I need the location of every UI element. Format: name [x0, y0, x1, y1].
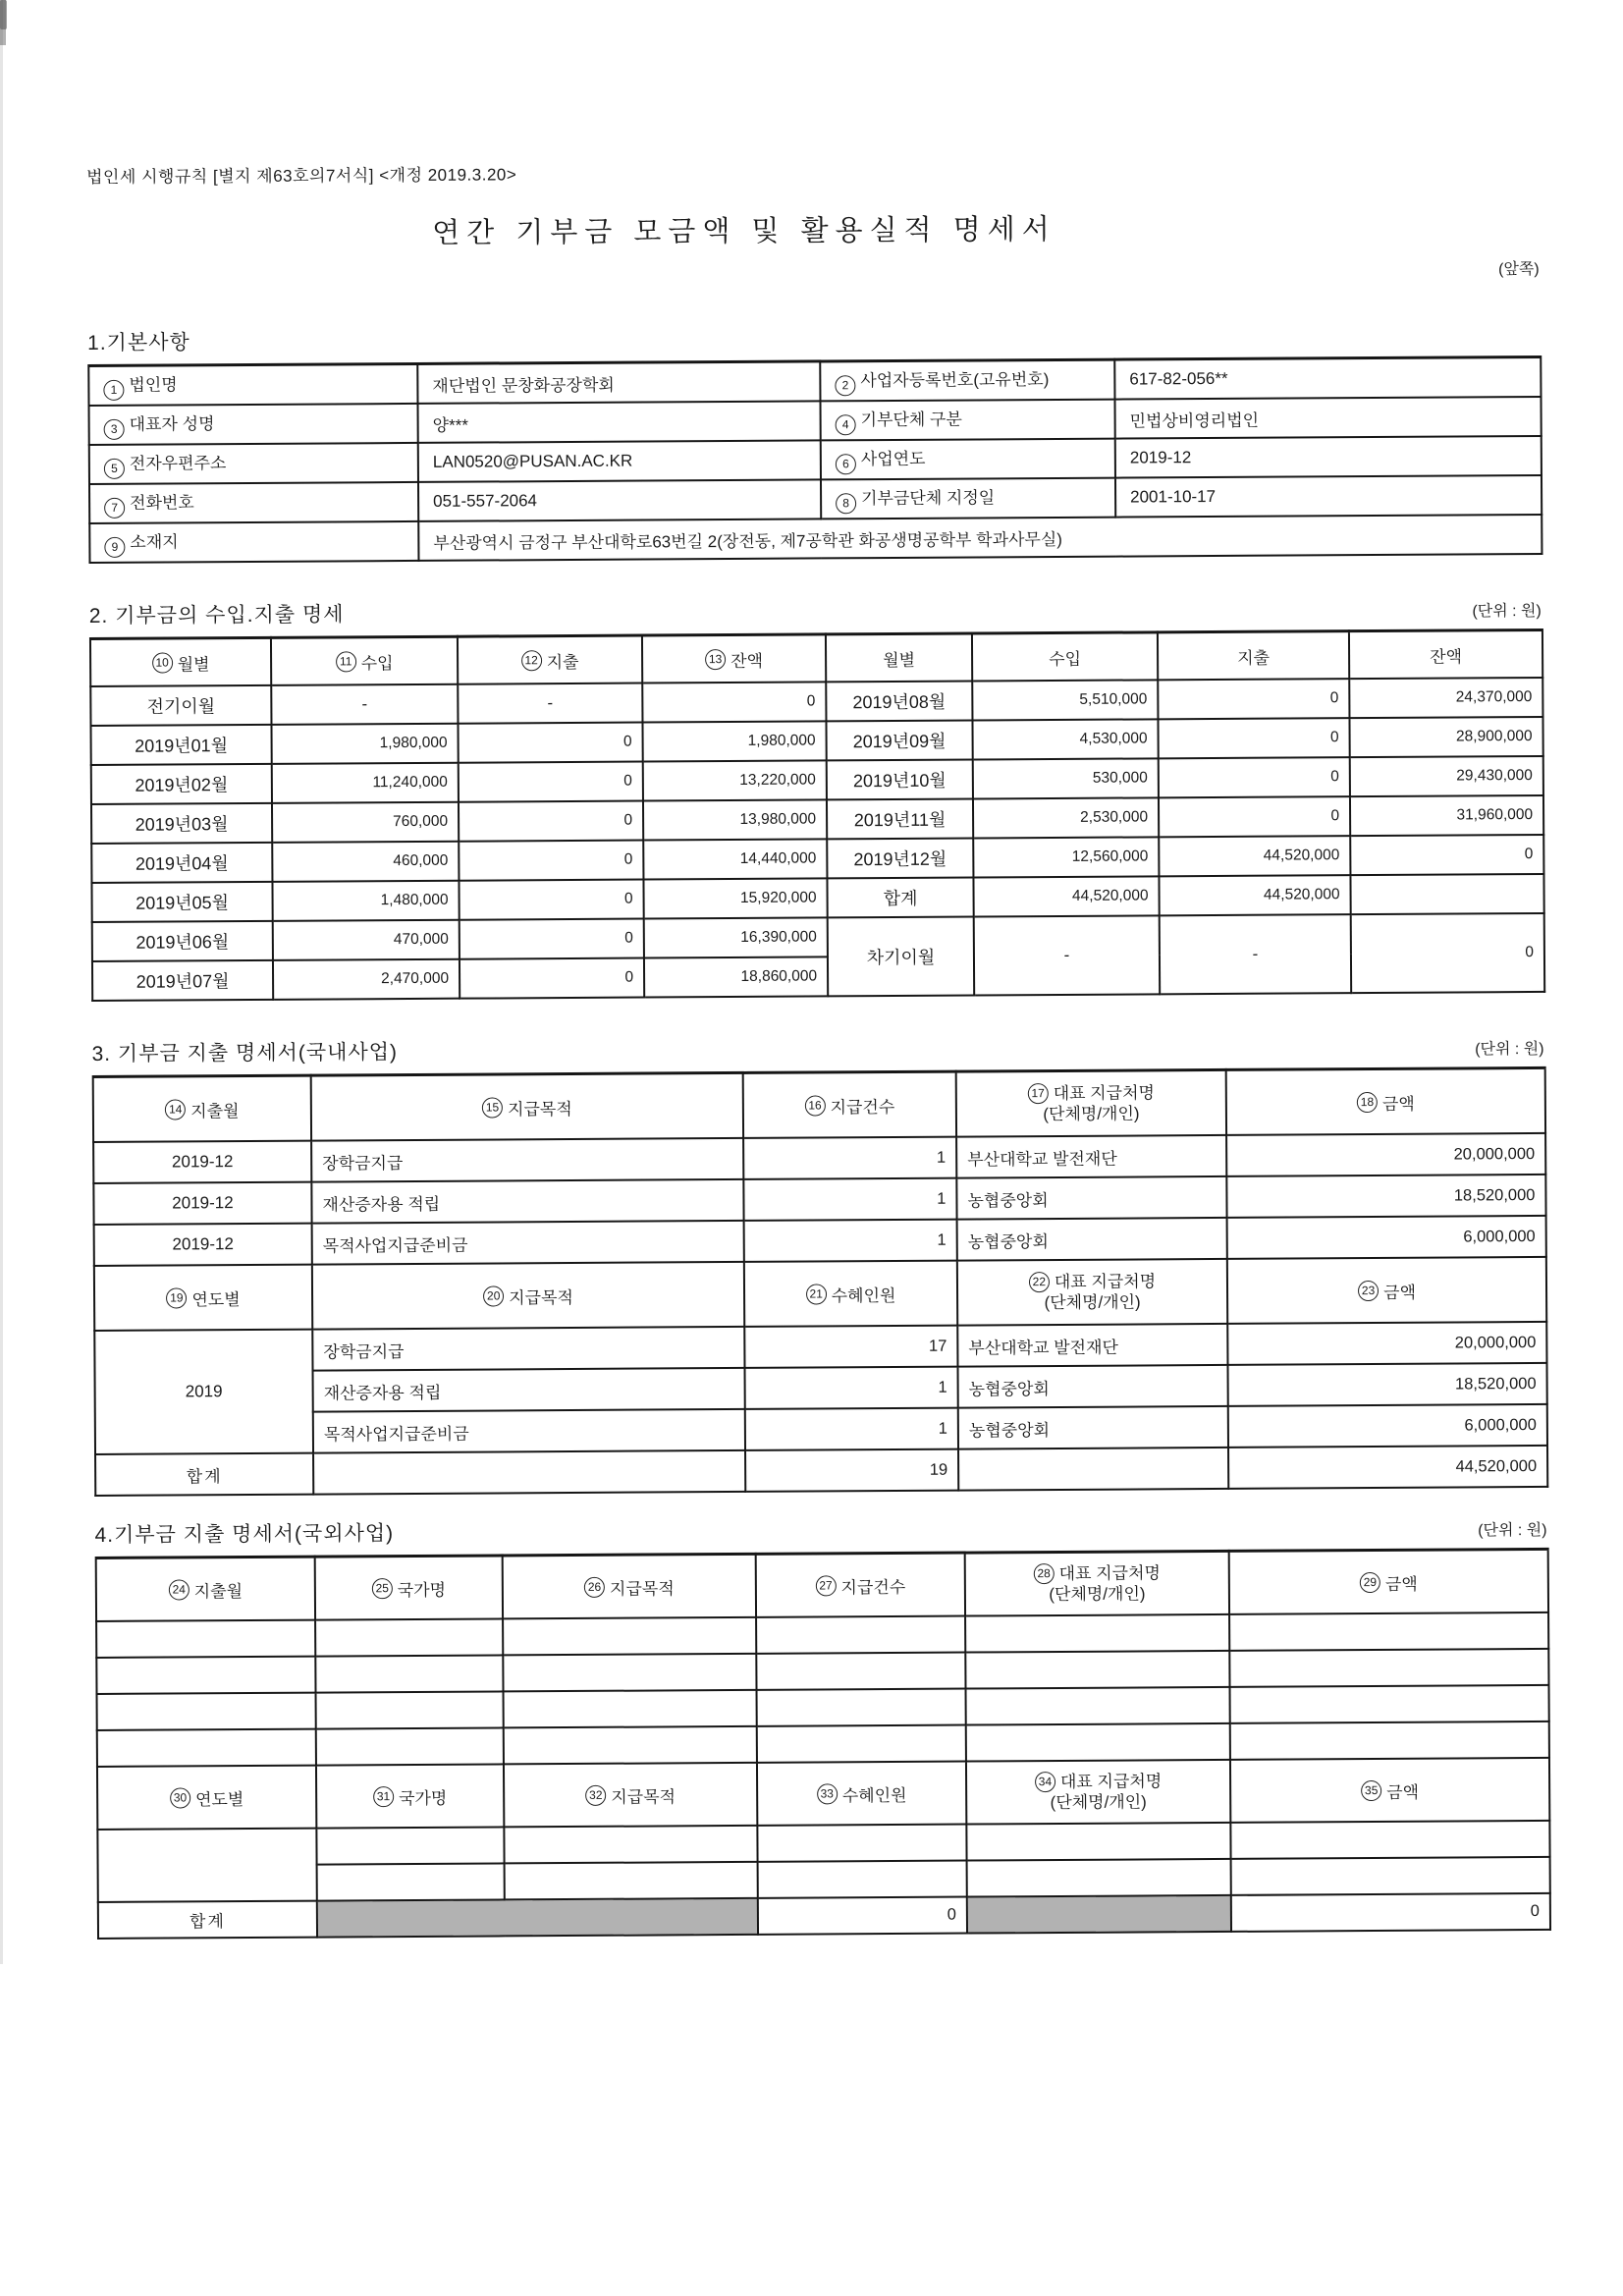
header-text: 지급목적	[509, 1287, 573, 1307]
cell-income: -	[974, 915, 1160, 995]
field-label-representative	[89, 404, 418, 445]
section-foreign-header	[94, 1492, 1546, 1549]
header-text: 지급목적	[611, 1786, 676, 1807]
foreign-expense-table	[95, 1548, 1551, 1940]
circled-number: 27	[815, 1575, 836, 1596]
circled-number: 34	[1035, 1772, 1055, 1792]
cell-expense: 44,520,000	[1159, 836, 1350, 876]
cell-expense: 0	[1158, 679, 1349, 719]
cell-expense: 0	[1158, 718, 1349, 758]
cell-month: 2019년11월	[827, 798, 973, 839]
cell-income: 5,510,000	[972, 680, 1158, 720]
table-header-row	[94, 1257, 1546, 1331]
label-text: 대표자 성명	[129, 414, 215, 434]
header-text: (단체명/개인)	[1044, 1292, 1141, 1313]
cell-empty	[1230, 1685, 1549, 1723]
cell-month: 2019년07월	[92, 960, 273, 1001]
cell-empty	[966, 1723, 1230, 1762]
label-text: 사업연도	[860, 450, 926, 469]
cell-amount: 6,000,000	[1227, 1216, 1546, 1259]
cell-empty	[97, 1729, 316, 1767]
cell-income: 2,530,000	[973, 797, 1159, 838]
cell-month: 2019년12월	[827, 838, 973, 878]
col-header-expense-month	[93, 1075, 311, 1142]
cell-empty	[96, 1657, 315, 1694]
unit-note: (단위 : 원)	[1472, 602, 1542, 621]
cell-empty	[958, 1448, 1228, 1491]
circled-number: 4	[836, 414, 856, 435]
cell-beneficiaries: 17	[744, 1326, 957, 1368]
header-text: 국가명	[398, 1788, 448, 1808]
field-value-address: 부산광역시 금정구 부산대학로63번길 2(장전동, 제7공학관 화공생명공학부 학과사무실)	[418, 515, 1542, 561]
col-header-expense: 지출	[1158, 631, 1349, 681]
col-header-income: 수입	[972, 632, 1158, 682]
cell-carryover-label: 차기이월	[828, 916, 974, 996]
header-text: 수입	[360, 653, 394, 673]
circled-number: 25	[372, 1578, 393, 1599]
cell-count: 1	[743, 1137, 956, 1179]
label-text: 기부단체 구분	[860, 410, 962, 430]
cell-balance: 28,900,000	[1349, 717, 1542, 757]
circled-number: 22	[1029, 1272, 1050, 1292]
cell-balance: 0	[1351, 913, 1544, 993]
field-label-designation-date	[821, 478, 1115, 519]
cell-income: 11,240,000	[272, 763, 459, 803]
cell-income: 460,000	[272, 842, 459, 882]
col-header-country	[316, 1764, 504, 1828]
header-text: 금액	[1381, 1094, 1415, 1114]
section-domestic-header	[91, 1011, 1543, 1067]
cell-beneficiaries: 1	[745, 1367, 958, 1409]
cell-empty	[757, 1825, 966, 1862]
cell-shaded	[317, 1898, 758, 1938]
header-text: 지급목적	[507, 1099, 572, 1119]
cell-income: 760,000	[272, 802, 459, 843]
cell-balance: 14,440,000	[643, 839, 827, 879]
basic-info-table	[87, 355, 1542, 564]
cell-expense: 0	[459, 880, 643, 920]
header-text: (단체명/개인)	[1043, 1104, 1140, 1124]
cell-empty	[965, 1651, 1229, 1689]
cell-balance	[1350, 874, 1543, 914]
circled-number: 12	[521, 650, 542, 671]
cell-payee: 농협중앙회	[956, 1176, 1226, 1220]
circled-number: 14	[165, 1099, 186, 1120]
col-header-year	[97, 1766, 316, 1830]
col-header-payee	[957, 1259, 1227, 1326]
cell-expense: 44,520,000	[1159, 875, 1350, 915]
cell-purpose: 장학금지급	[311, 1138, 743, 1182]
field-label-business-year	[821, 439, 1115, 480]
cell-empty	[1229, 1613, 1548, 1651]
cell-empty	[1231, 1857, 1550, 1895]
cell-month: 2019년09월	[826, 720, 972, 760]
cell-month: 2019년08월	[826, 681, 972, 721]
circled-number: 18	[1357, 1091, 1378, 1112]
header-text: 지출월	[193, 1581, 243, 1601]
cell-month: 2019년03월	[91, 803, 272, 844]
col-header-payee	[956, 1069, 1226, 1136]
cell-balance: 13,220,000	[643, 760, 827, 800]
circled-number: 28	[1034, 1563, 1055, 1584]
cell-payee: 농협중앙회	[957, 1218, 1227, 1261]
cell-empty	[316, 1727, 504, 1765]
cell-expense: 0	[459, 801, 643, 842]
header-text: 지급목적	[609, 1578, 675, 1599]
cell-balance: 15,920,000	[643, 878, 827, 918]
header-text: 대표 지급처명	[1053, 1083, 1155, 1103]
cell-month: 2019년01월	[91, 725, 272, 765]
circled-number: 7	[104, 498, 125, 519]
cell-income: 44,520,000	[973, 876, 1159, 916]
header-text: 대표 지급처명	[1054, 1272, 1157, 1291]
circled-number: 31	[373, 1786, 394, 1807]
cell-count: 1	[743, 1178, 956, 1221]
cell-income: 12,560,000	[973, 837, 1159, 877]
cell-empty	[966, 1823, 1230, 1861]
label-text: 소재지	[130, 532, 179, 552]
col-header-month	[90, 637, 271, 686]
scan-artifact	[0, 0, 6, 45]
form-title: 연간 기부금 모금액 및 활용실적 명세서	[432, 213, 1056, 249]
cell-empty	[1230, 1722, 1549, 1760]
cell-empty	[503, 1654, 756, 1692]
col-header-amount	[1229, 1549, 1548, 1613]
cell-empty	[965, 1614, 1229, 1653]
cell-expense: 0	[1159, 757, 1350, 797]
cell-empty	[97, 1829, 316, 1902]
header-text: 연도별	[194, 1789, 244, 1809]
col-header-income	[271, 636, 458, 685]
col-header-expense	[458, 635, 642, 684]
cell-income: 530,000	[973, 758, 1159, 798]
cell-income: 4,530,000	[972, 719, 1158, 759]
col-header-expense-month	[96, 1557, 315, 1621]
cell-total-label: 합계	[98, 1901, 317, 1939]
col-header-purpose	[312, 1262, 744, 1330]
cell-payee: 농협중앙회	[958, 1365, 1228, 1408]
circled-number: 21	[806, 1284, 827, 1304]
col-header-balance	[642, 634, 826, 683]
cell-purpose: 재산증자용 적립	[311, 1179, 743, 1224]
circled-number: 32	[585, 1784, 606, 1805]
cell-amount: 20,000,000	[1227, 1322, 1546, 1365]
cell-month: 전기이월	[90, 685, 271, 726]
cell-empty	[503, 1617, 756, 1656]
table-total-row	[95, 1446, 1547, 1496]
form-content	[86, 154, 1549, 1940]
circled-number: 5	[104, 459, 125, 479]
cell-month: 2019년02월	[91, 764, 272, 804]
field-value-org-type: 민법상비영리법인	[1114, 397, 1541, 439]
circled-number: 26	[584, 1576, 605, 1597]
cell-empty	[96, 1620, 315, 1658]
cell-empty	[316, 1691, 504, 1728]
header-text: 수혜인원	[831, 1285, 896, 1305]
table-header-row	[96, 1549, 1548, 1621]
header-text: (단체명/개인)	[1050, 1792, 1147, 1813]
field-value-business-year: 2019-12	[1115, 436, 1542, 478]
cell-balance: 18,860,000	[644, 957, 828, 997]
cell-expense: 0	[1159, 796, 1350, 837]
cell-empty	[97, 1693, 316, 1730]
section-inout-title: 2. 기부금의 수입.지출 명세	[88, 603, 345, 628]
cell-expense-month: 2019-12	[93, 1182, 311, 1225]
header-text: 연도별	[191, 1289, 241, 1309]
cell-empty	[504, 1826, 757, 1864]
label-text: 법인명	[129, 375, 178, 395]
cell-year: 2019	[94, 1330, 313, 1454]
cell-purpose: 목적사업지급준비금	[313, 1409, 745, 1453]
cell-total-label: 합계	[95, 1453, 313, 1496]
cell-balance: 0	[1350, 835, 1543, 875]
cell-month: 2019년05월	[91, 882, 272, 922]
section-domestic-title: 3. 기부금 지출 명세서(국내사업)	[91, 1041, 399, 1066]
cell-expense: -	[1160, 914, 1351, 994]
cell-empty	[505, 1862, 758, 1900]
circled-number: 20	[483, 1285, 504, 1306]
col-header-month: 월별	[826, 633, 972, 682]
cell-income: 1,480,000	[272, 881, 459, 921]
circled-number: 23	[1358, 1280, 1379, 1300]
field-label-address	[89, 521, 418, 563]
label-text: 전화번호	[130, 493, 194, 513]
header-text: 금액	[1384, 1574, 1418, 1594]
cell-balance: 31,960,000	[1350, 795, 1543, 836]
circled-number: 30	[170, 1787, 190, 1808]
cell-payee: 농협중앙회	[958, 1406, 1228, 1449]
label-text: 기부금단체 지정일	[861, 488, 996, 509]
cell-expense: 0	[459, 762, 643, 802]
table-row	[89, 515, 1542, 563]
cell-payee: 부산대학교 발전재단	[956, 1135, 1226, 1178]
header-text: 대표 지급처명	[1058, 1563, 1161, 1583]
cell-empty	[316, 1827, 504, 1864]
cell-amount: 18,520,000	[1226, 1175, 1545, 1218]
section-basic-title: 1.기본사항	[87, 331, 190, 355]
circled-number: 1	[103, 380, 124, 401]
section-foreign-title: 4.기부금 지출 명세서(국외사업)	[94, 1522, 395, 1547]
header-text: 수혜인원	[841, 1785, 907, 1805]
cell-purpose: 목적사업지급준비금	[312, 1221, 744, 1265]
cell-expense: 0	[458, 723, 642, 763]
table-total-row	[98, 1893, 1550, 1939]
cell-total-amount: 44,520,000	[1228, 1446, 1547, 1489]
col-header-payee	[965, 1551, 1229, 1615]
section-inout-header	[89, 573, 1542, 629]
cell-expense: 0	[459, 841, 643, 881]
col-header-purpose	[311, 1072, 743, 1140]
cell-expense-month: 2019-12	[94, 1224, 312, 1266]
header-text: 잔액	[730, 651, 764, 671]
col-header-amount	[1227, 1257, 1546, 1324]
circled-number: 2	[835, 375, 855, 396]
domestic-expense-table	[92, 1066, 1549, 1497]
col-header-balance: 잔액	[1349, 629, 1542, 679]
circled-number: 13	[705, 649, 726, 670]
circled-number: 6	[836, 454, 856, 474]
page-side-label: (앞쪽)	[1498, 260, 1540, 279]
cell-empty	[758, 1861, 967, 1898]
cell-purpose: 장학금지급	[312, 1327, 744, 1371]
cell-expense: -	[458, 683, 642, 724]
cell-empty	[966, 1687, 1230, 1725]
header-text: (단체명/개인)	[1049, 1584, 1146, 1605]
label-text: 사업자등록번호(고유번호)	[860, 370, 1050, 391]
cell-amount: 18,520,000	[1227, 1363, 1546, 1406]
income-expense-table	[89, 629, 1545, 1002]
table-row	[92, 913, 1544, 961]
header-text: 지급건수	[840, 1577, 906, 1597]
table-header-row	[97, 1758, 1549, 1830]
circled-number: 3	[104, 419, 125, 440]
col-header-amount	[1230, 1758, 1549, 1823]
col-header-payee	[966, 1760, 1230, 1825]
cell-balance: 1,980,000	[642, 721, 826, 761]
unit-note: (단위 : 원)	[1475, 1040, 1544, 1059]
cell-total-count: 19	[745, 1449, 958, 1492]
cell-month: 2019년04월	[91, 843, 272, 883]
cell-shaded	[967, 1895, 1231, 1934]
field-label-org-type	[820, 400, 1114, 441]
circled-number: 16	[804, 1095, 825, 1116]
col-header-year	[94, 1265, 312, 1331]
cell-total-amount: 0	[1231, 1893, 1550, 1932]
label-text: 전자우편주소	[129, 454, 227, 473]
cell-empty	[967, 1859, 1231, 1897]
field-value-designation-date: 2001-10-17	[1115, 475, 1542, 518]
cell-month: 2019년06월	[92, 921, 273, 961]
col-header-purpose	[504, 1763, 757, 1828]
col-header-beneficiaries	[757, 1762, 966, 1826]
cell-balance: 24,370,000	[1349, 678, 1542, 718]
col-header-beneficiaries	[744, 1261, 957, 1327]
cell-count: 1	[744, 1220, 957, 1262]
cell-empty	[757, 1689, 966, 1726]
circled-number: 15	[482, 1097, 503, 1118]
cell-total-count: 0	[758, 1897, 967, 1935]
cell-beneficiaries: 1	[745, 1408, 958, 1450]
cell-amount: 6,000,000	[1228, 1404, 1547, 1448]
regulation-note: 법인세 시행규칙 [별지 제63호의7서식] <개정 2019.3.20>	[86, 165, 517, 187]
cell-month: 2019년10월	[827, 759, 973, 799]
col-header-count	[756, 1553, 965, 1617]
circled-number: 9	[104, 537, 125, 558]
table-header-row	[93, 1067, 1545, 1142]
cell-income: 2,470,000	[273, 959, 460, 1000]
field-label-corp-name	[88, 363, 417, 406]
cell-empty	[756, 1616, 965, 1654]
cell-payee: 부산대학교 발전재단	[957, 1324, 1227, 1367]
circled-number: 17	[1028, 1083, 1049, 1104]
circled-number: 24	[169, 1579, 189, 1600]
circled-number: 35	[1361, 1779, 1381, 1800]
field-label-business-number	[820, 359, 1114, 401]
cell-empty	[313, 1450, 745, 1495]
cell-income: 1,980,000	[271, 724, 458, 764]
cell-amount: 20,000,000	[1226, 1133, 1545, 1176]
cell-balance: 29,430,000	[1350, 756, 1543, 796]
cell-expense: 0	[460, 958, 644, 999]
field-value-phone: 051-557-2064	[418, 479, 821, 521]
header-text: 지출	[546, 652, 579, 672]
circled-number: 11	[336, 651, 356, 672]
cell-income: 470,000	[273, 920, 460, 960]
cell-total-label: 합계	[827, 877, 973, 917]
header-text: 월별	[177, 654, 210, 674]
cell-empty	[315, 1655, 503, 1692]
cell-empty	[315, 1618, 503, 1656]
cell-expense-month: 2019-12	[93, 1141, 311, 1183]
circled-number: 29	[1360, 1571, 1380, 1592]
field-label-phone	[89, 482, 418, 523]
circled-number: 19	[166, 1287, 187, 1308]
cell-purpose: 재산증자용 적립	[313, 1368, 745, 1412]
cell-balance: 13,980,000	[643, 799, 827, 840]
cell-expense: 0	[460, 919, 644, 959]
header-text: 국가명	[397, 1580, 447, 1600]
col-header-count	[743, 1071, 956, 1138]
header-text: 대표 지급처명	[1059, 1772, 1163, 1791]
col-header-amount	[1226, 1067, 1545, 1134]
cell-empty	[504, 1690, 757, 1728]
circled-number: 33	[817, 1783, 838, 1804]
field-value-corp-name: 재단법인 문창화공장학회	[417, 361, 820, 404]
cell-empty	[756, 1653, 965, 1690]
field-label-email	[89, 443, 418, 484]
field-value-business-number: 617-82-056**	[1114, 356, 1541, 399]
scan-artifact	[0, 0, 3, 1964]
cell-empty	[1229, 1649, 1548, 1687]
col-header-purpose	[503, 1554, 756, 1618]
cell-income: -	[271, 684, 458, 725]
header-text: 금액	[1383, 1283, 1417, 1302]
cell-empty	[757, 1725, 966, 1763]
col-header-country	[315, 1556, 503, 1620]
cell-balance: 16,390,000	[644, 917, 828, 957]
cell-empty	[504, 1726, 757, 1765]
cell-empty	[1230, 1821, 1549, 1859]
header-text: 지급건수	[830, 1097, 895, 1117]
header-text: 지출월	[190, 1101, 240, 1121]
field-value-representative: 양***	[418, 401, 821, 443]
cell-balance: 0	[642, 682, 826, 722]
unit-note: (단위 : 원)	[1478, 1521, 1547, 1540]
circled-number: 8	[836, 493, 856, 514]
circled-number: 10	[152, 652, 173, 673]
header-text: 금액	[1386, 1782, 1420, 1802]
field-value-email: LAN0520@PUSAN.AC.KR	[418, 440, 821, 482]
cell-empty	[317, 1863, 505, 1900]
